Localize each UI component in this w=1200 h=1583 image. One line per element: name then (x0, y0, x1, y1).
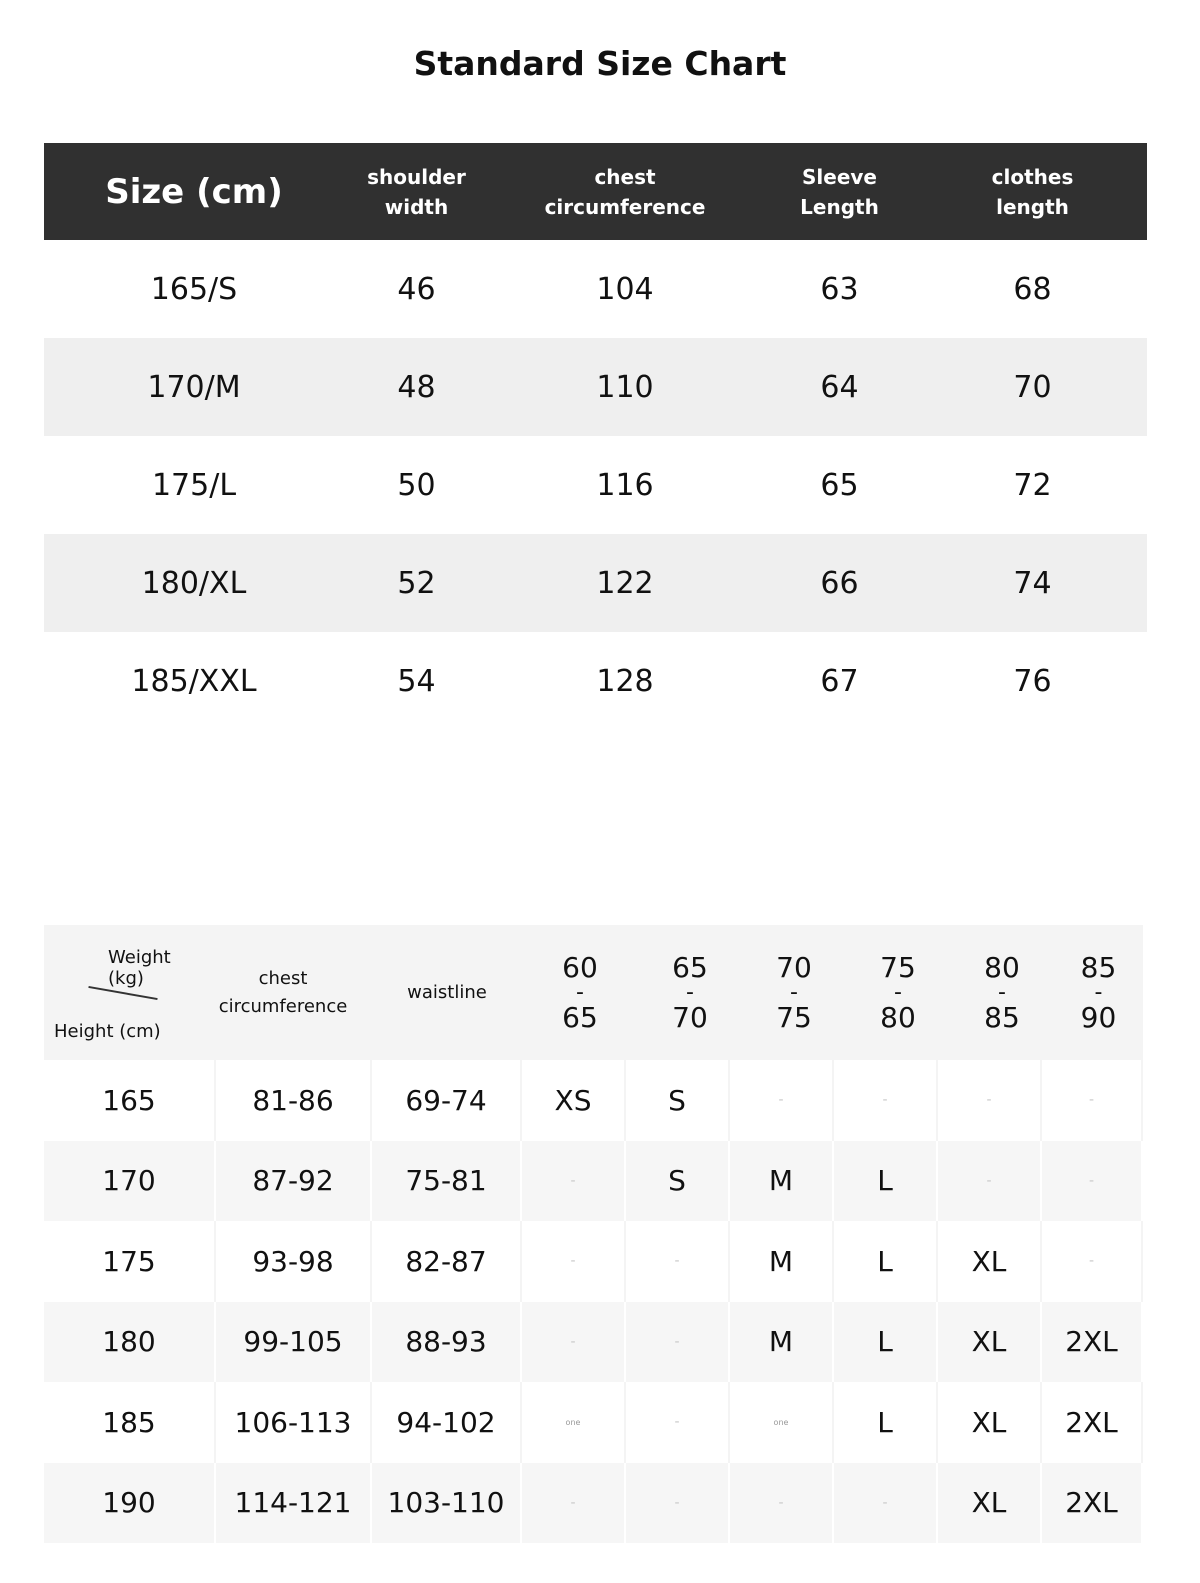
cell-size: - (938, 1141, 1042, 1222)
cell-waist: 88-93 (372, 1302, 522, 1383)
header-shoulder-width (344, 162, 489, 222)
cell-size: XL (938, 1302, 1042, 1383)
cell-waist: 69-74 (372, 1060, 522, 1141)
range-bound: 90 (1080, 1000, 1117, 1034)
cell-size: XL (938, 1382, 1042, 1463)
range-bound: 65 (672, 950, 708, 984)
cell-size: M (730, 1141, 834, 1222)
cell-chest: 99-105 (216, 1302, 372, 1383)
cell-chest: 116 (596, 467, 654, 503)
size-table (44, 143, 1147, 730)
cell-chest: 128 (596, 663, 654, 699)
range-dash: - (686, 979, 694, 1005)
header-size-label: Size (cm) (105, 171, 283, 212)
cell-size: 2XL (1042, 1302, 1143, 1383)
cell-chest: 104 (596, 271, 654, 307)
weight-range-headers (522, 925, 1143, 1060)
cell-clothes-length: 74 (1013, 565, 1052, 601)
table-row (44, 1221, 1143, 1302)
cell-waist: 75-81 (372, 1141, 522, 1222)
table-row (44, 1141, 1143, 1222)
size-table-body (44, 240, 1147, 730)
header-weight-range (742, 925, 846, 1060)
cell-size: 170/M (147, 369, 241, 405)
header-size (44, 171, 344, 212)
range-bound: 85 (1080, 950, 1117, 984)
cell-size: - (626, 1302, 730, 1383)
weight-axis-label: Weight (kg) (108, 947, 171, 989)
cell-size: - (1042, 1060, 1143, 1141)
cell-waist: 103-110 (372, 1463, 522, 1544)
range-bound: 80 (984, 950, 1020, 984)
range-bound: 75 (880, 950, 916, 984)
cell-chest: 87-92 (216, 1141, 372, 1222)
cell-height: 170 (44, 1141, 216, 1222)
cell-size: - (522, 1463, 626, 1544)
range-bound: 75 (776, 1000, 812, 1034)
cell-size: M (730, 1302, 834, 1383)
page-title: Standard Size Chart (413, 44, 787, 83)
cell-size: L (834, 1141, 938, 1222)
cell-size: - (730, 1060, 834, 1141)
table-row (44, 240, 1147, 338)
table-row (44, 534, 1147, 632)
height-axis-label: Height (cm) (54, 1021, 161, 1042)
cell-size: S (626, 1060, 730, 1141)
range-bound: 65 (562, 1000, 598, 1034)
cell-waist: 82-87 (372, 1221, 522, 1302)
header-weight-range (522, 925, 638, 1060)
cell-clothes-length: 70 (1013, 369, 1052, 405)
corner-cell (44, 925, 194, 1060)
cell-chest: 106-113 (216, 1382, 372, 1463)
cell-size: - (626, 1382, 730, 1463)
cell-chest: 110 (596, 369, 654, 405)
cell-size: XL (938, 1221, 1042, 1302)
cell-clothes-length: 76 (1013, 663, 1052, 699)
table-row (44, 338, 1147, 436)
cell-chest: 122 (596, 565, 654, 601)
header-chest-circumference (194, 925, 372, 1060)
header-sleeve (761, 162, 918, 222)
cell-clothes-length: 72 (1013, 467, 1052, 503)
cell-shoulder-width: 46 (397, 271, 436, 307)
header-weight-range (950, 925, 1054, 1060)
range-dash: - (998, 979, 1006, 1005)
header-label-line: shoulder (367, 164, 466, 189)
cell-sleeve: 66 (820, 565, 859, 601)
cell-chest: 114-121 (216, 1463, 372, 1544)
range-dash: - (790, 979, 798, 1005)
cell-size: L (834, 1302, 938, 1383)
cell-size: - (626, 1221, 730, 1302)
cell-size: 165/S (150, 271, 238, 307)
cell-size: - (730, 1463, 834, 1544)
cell-size: - (522, 1141, 626, 1222)
header-chest (489, 162, 761, 222)
cell-clothes-length: 68 (1013, 271, 1052, 307)
cell-shoulder-width: 50 (397, 467, 436, 503)
range-dash: - (576, 979, 584, 1005)
header-label-line: circumference (218, 995, 348, 1017)
range-bound: 70 (776, 950, 812, 984)
table-row (44, 436, 1147, 534)
cell-sleeve: 64 (820, 369, 859, 405)
table-row (44, 1463, 1143, 1544)
range-bound: 60 (562, 950, 598, 984)
cell-size: 2XL (1042, 1463, 1143, 1544)
range-bound: 85 (984, 1000, 1020, 1034)
cell-height: 185 (44, 1382, 216, 1463)
header-label-line: length (996, 194, 1069, 219)
cell-size: - (1042, 1221, 1143, 1302)
cell-size: XL (938, 1463, 1042, 1544)
cell-size: 185/XXL (131, 663, 257, 699)
cell-size: one (522, 1382, 626, 1463)
table-row (44, 1382, 1143, 1463)
header-label-line: clothes (991, 164, 1074, 189)
cell-height: 165 (44, 1060, 216, 1141)
cell-size: - (1042, 1141, 1143, 1222)
fit-table-body (44, 1060, 1143, 1543)
cell-size: - (834, 1463, 938, 1544)
cell-size: - (834, 1060, 938, 1141)
fit-table-header (44, 925, 1143, 1060)
cell-sleeve: 65 (820, 467, 859, 503)
header-weight-range (1054, 925, 1143, 1060)
cell-shoulder-width: 48 (397, 369, 436, 405)
header-label-line: circumference (544, 194, 706, 219)
cell-size: one (730, 1382, 834, 1463)
cell-size: 2XL (1042, 1382, 1143, 1463)
table-row (44, 1302, 1143, 1383)
cell-sleeve: 67 (820, 663, 859, 699)
cell-size: L (834, 1382, 938, 1463)
cell-size: - (938, 1060, 1042, 1141)
range-dash: - (1094, 979, 1103, 1005)
cell-height: 180 (44, 1302, 216, 1383)
cell-waist: 94-102 (372, 1382, 522, 1463)
fit-table (44, 925, 1143, 1543)
header-weight-range (638, 925, 742, 1060)
cell-size: 175/L (151, 467, 237, 503)
size-table-header (44, 143, 1147, 240)
cell-height: 190 (44, 1463, 216, 1544)
cell-size: M (730, 1221, 834, 1302)
range-bound: 70 (672, 1000, 708, 1034)
cell-size: - (522, 1302, 626, 1383)
cell-size: XS (522, 1060, 626, 1141)
header-label-line: Sleeve (802, 164, 877, 189)
cell-height: 175 (44, 1221, 216, 1302)
header-label-line: width (384, 194, 449, 219)
cell-size: 180/XL (141, 565, 247, 601)
cell-size: L (834, 1221, 938, 1302)
cell-size: - (626, 1463, 730, 1544)
range-bound: 80 (880, 1000, 916, 1034)
table-row (44, 1060, 1143, 1141)
header-label-line: Length (800, 194, 879, 219)
table-row (44, 632, 1147, 730)
header-label-line: chest (594, 164, 656, 189)
cell-shoulder-width: 52 (397, 565, 436, 601)
cell-shoulder-width: 54 (397, 663, 436, 699)
cell-chest: 93-98 (216, 1221, 372, 1302)
cell-sleeve: 63 (820, 271, 859, 307)
cell-size: S (626, 1141, 730, 1222)
header-weight-range (846, 925, 950, 1060)
range-dash: - (894, 979, 902, 1005)
header-label-line: chest (258, 967, 308, 989)
header-waistline: waistline (407, 982, 487, 1003)
header-clothes-length (918, 162, 1147, 222)
cell-chest: 81-86 (216, 1060, 372, 1141)
cell-size: - (522, 1221, 626, 1302)
